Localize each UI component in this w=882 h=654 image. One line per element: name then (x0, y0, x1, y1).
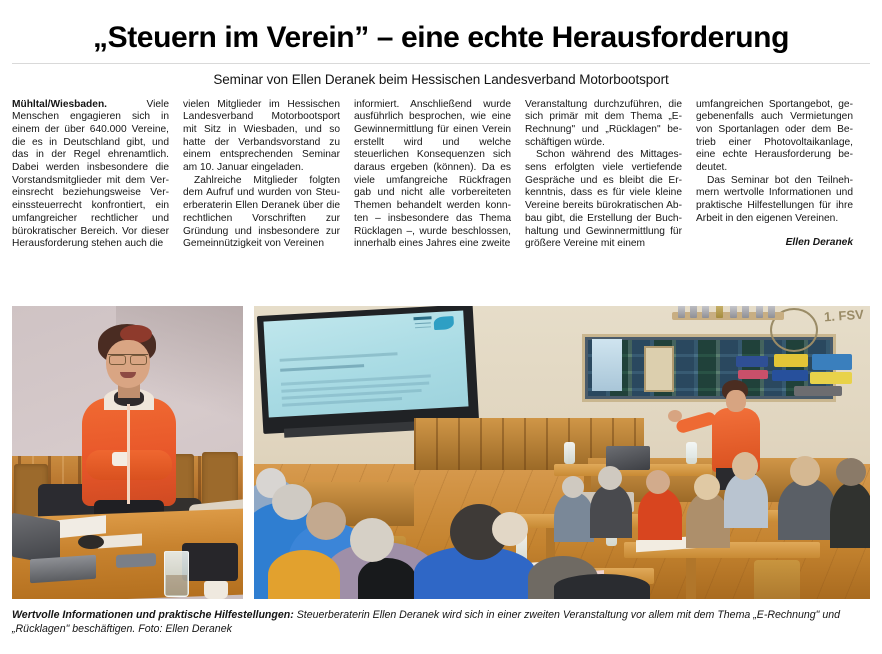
photo-slide-subtitle-line (280, 364, 364, 372)
caption-text: Steuerberaterin Ellen Deranek wird sich in einer zweiten Veranstaltung vor allem mit dem Thema „E-Rechnung" und „Rücklagen" beschäftigen. Foto: Ellen Deranek (12, 609, 841, 636)
photo-seminar-room (254, 306, 870, 599)
photo-audience-person (268, 550, 340, 599)
photo-sponsor-sticker (810, 372, 852, 384)
photo-audience-person (554, 574, 650, 599)
article-column-4 (525, 99, 682, 251)
photo-picture-frame (644, 346, 674, 392)
photo-head (646, 470, 670, 494)
photo-row (12, 306, 870, 599)
paragraph: Schon während des Mittagessens erfolgten viele vertiefende Gespräche und es bleibt die Erkenntnis, dass es für viele kleine Vereine bereits bürokratischen Abbau gibt, die Erstellung der Buchhaltung und Gewinnermittlung für größere Vereine mit einem (525, 149, 682, 250)
author-byline: Ellen Deranek (785, 236, 853, 248)
photo-head (790, 456, 820, 486)
article-body-columns (12, 99, 870, 251)
paragraph: Veranstaltung durchzuführen, die sich primär mit dem Thema „E-Rechnung" und „Rücklagen" beschäftigen würde. (525, 98, 682, 148)
photo-eyeglasses (108, 354, 148, 364)
photo-sponsor-sticker (772, 370, 808, 381)
photo-audience-person (778, 478, 836, 540)
photo-pencil-case (116, 553, 156, 568)
photo-table-leg (686, 558, 696, 599)
photo-trophy (702, 306, 709, 318)
photo-audience-person (638, 488, 682, 540)
photo-hand (668, 410, 682, 422)
photo-sponsor-sticker (736, 356, 768, 367)
photo-sponsor-sticker (812, 354, 852, 370)
photo-cup (564, 442, 575, 464)
paragraph: vielen Mitglieder im Hessischen Landesverband Motorbootsport mit Sitz in Wiesbaden, und so hatte der Verbandsvorstand zu einem entsprechenden Seminar am 10. Januar eingeladen. (183, 98, 340, 174)
photo-head (350, 518, 394, 562)
photo-cup (204, 581, 228, 599)
paragraph: umfangreichen Sportangebot, gegebenenfalls auch Vermietungen von Sportanlagen oder dem Betrieb einer Photovoltaikanlage, eine echte Herausforderung bedeutet. (696, 98, 853, 174)
photo-face (726, 390, 746, 412)
photo-dark-object (182, 543, 238, 581)
photo-audience-person (830, 482, 870, 548)
photo-trophy (716, 306, 723, 318)
paragraph: informiert. Anschließend wurde ausführlich besprochen, wie eine Gewinnermittlung für einen Verein erstellt wird und welche steuerlichen Konsequenzen sich daraus ergeben (können). Da es viele umfangreiche Rückfragen gab und nicht alle vorbereiteten Themen behandelt werden konnten – insbesondere das Thema Rücklagen –, wurde beschlossen, innerhalb eines Jahres eine zweite (354, 98, 511, 250)
photo-projection-screen (263, 310, 468, 417)
headline-divider (12, 63, 870, 64)
photo-head (598, 466, 622, 490)
photo-logo-text (413, 316, 431, 320)
photo-cup (686, 442, 697, 464)
photo-audience-person (358, 558, 416, 599)
photo-head (694, 474, 720, 500)
photo-sponsor-sticker (794, 386, 842, 396)
photo-trophy (742, 306, 749, 318)
caption-lead: Wertvolle Informationen und praktische Hilfestellungen: (12, 609, 294, 621)
photo-club-name-text: 1. FSV (823, 306, 865, 325)
photo-trophy (690, 306, 697, 318)
photo-slide-title-line (280, 352, 398, 362)
article-subhead: Seminar von Ellen Deranek beim Hessischen Landesverband Motorbootsport (213, 71, 669, 87)
photo-head (732, 452, 758, 480)
paragraph: Das Seminar bot den Teilnehmern wertvolle Informationen und praktische Hilfestellungen für ihre Arbeit in den eigenen Vereinen. (696, 174, 853, 224)
photo-drinking-glass (164, 551, 189, 597)
photo-logo-mark (433, 316, 454, 330)
photo-sponsor-sticker (774, 354, 808, 367)
page-title: „Steuern im Verein” – eine echte Herausforderung (92, 21, 790, 54)
photo-presenter-portrait (12, 306, 243, 599)
photo-trophy (768, 306, 775, 318)
photo-trophy-shelf (672, 312, 784, 320)
photo-chair (754, 560, 800, 599)
article-column-5 (696, 99, 853, 250)
photo-poster (592, 339, 622, 391)
photo-slide-logo (413, 314, 456, 332)
photo-head (836, 458, 866, 486)
photo-trophy (730, 306, 737, 318)
photo-trophy (678, 306, 685, 318)
photo-audience-person (590, 484, 632, 538)
article-column-3 (354, 99, 511, 251)
photo-glasses-case (78, 535, 104, 549)
photo-audience-person (554, 492, 594, 542)
photo-audience-person (724, 472, 768, 528)
photo-laptop-keyboard (30, 555, 96, 584)
paragraph: Zahlreiche Mitglieder folgten dem Aufruf und wurden von Steuerberaterin Ellen Deranek über die rechtlichen Vorschriften zur Gründung und insbesondere zur Gemeinnützigkeit von Vereinen (183, 174, 340, 250)
photo-head (562, 476, 584, 498)
dateline: Mühltal/Wiesbaden. (12, 98, 108, 110)
article-column-1 (12, 99, 169, 251)
paragraph (12, 99, 169, 251)
photo-caption (12, 608, 870, 636)
photo-head (492, 512, 528, 546)
photo-glass-contents (166, 575, 187, 595)
photo-trophy (756, 306, 763, 318)
article-column-2 (183, 99, 340, 251)
photo-jacket-zipper (127, 404, 130, 504)
paragraph-text: Viele Menschen engagieren sich in einem der über 640.000 Vereine, die es in Deutschland gibt, und das in der Regel ehrenamtlich. Dabei werden insbesondere die Vorstandsmitglieder mit dem Vereinsrecht beziehungsweise Vereinssteuerrecht konfrontiert, ein umfangreicher rechtlicher und bürokratischer Bereich. Vor dieser Herausforderung stehen auch die (12, 98, 169, 250)
photo-head (306, 502, 346, 540)
photo-sponsor-sticker (738, 370, 768, 379)
